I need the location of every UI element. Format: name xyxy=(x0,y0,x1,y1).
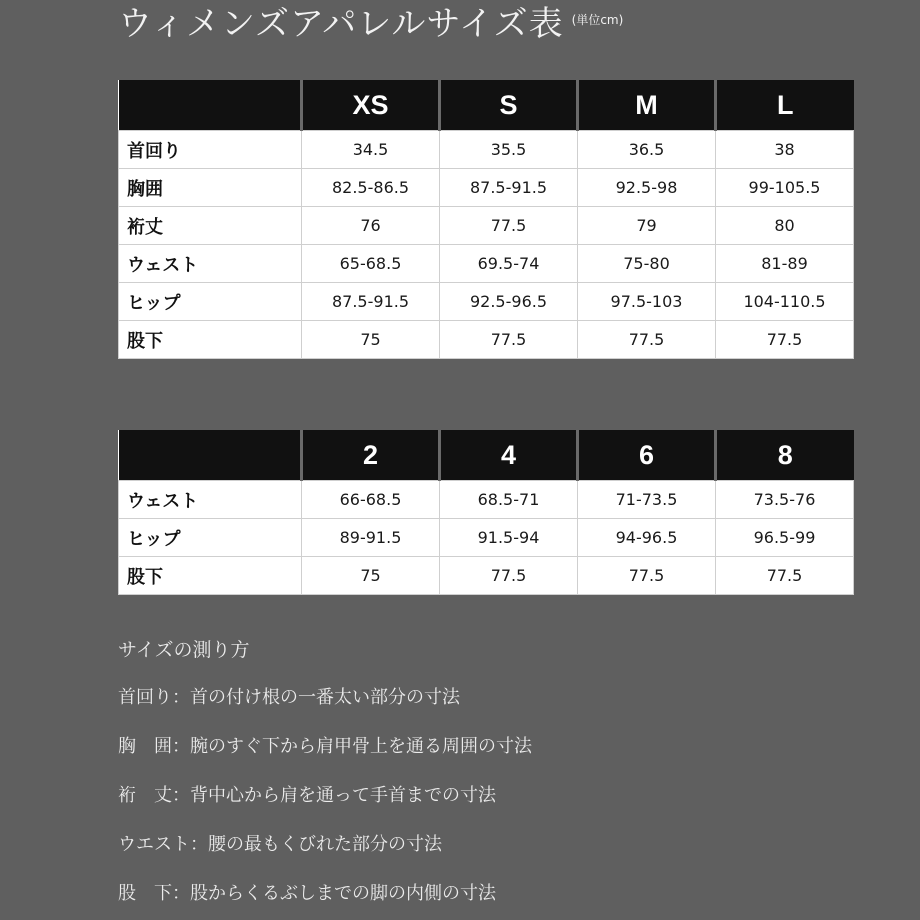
table-cell: 35.5 xyxy=(440,131,578,169)
table-row xyxy=(119,131,854,169)
guide-line-sleeve: 裄 丈：背中心から肩を通って手首までの寸法 xyxy=(118,785,496,806)
table-cell: 87.5-91.5 xyxy=(302,283,440,321)
row-label: ヒップ xyxy=(119,519,302,557)
row-label: ヒップ xyxy=(119,283,302,321)
guide-line-neck: 首回り：首の付け根の一番太い部分の寸法 xyxy=(118,687,460,708)
table-header-row xyxy=(119,80,854,131)
row-label: ウェスト xyxy=(119,245,302,283)
table-cell: 36.5 xyxy=(578,131,716,169)
table-cell: 71-73.5 xyxy=(578,481,716,519)
table-cell: 80 xyxy=(716,207,854,245)
row-label: 股下 xyxy=(119,557,302,595)
row-label: ウェスト xyxy=(119,481,302,519)
header-cell-m: M xyxy=(578,80,716,131)
guide-line-inseam: 股 下：股からくるぶしまでの脚の内側の寸法 xyxy=(118,883,496,904)
table-cell: 97.5-103 xyxy=(578,283,716,321)
table-cell: 91.5-94 xyxy=(440,519,578,557)
title-main: ウィメンズアパレルサイズ表 xyxy=(118,4,564,44)
table-cell: 77.5 xyxy=(578,557,716,595)
table-row xyxy=(119,481,854,519)
title-unit: (単位cm) xyxy=(571,13,624,27)
table-cell: 82.5-86.5 xyxy=(302,169,440,207)
table-cell: 73.5-76 xyxy=(716,481,854,519)
table-row xyxy=(119,283,854,321)
table-cell: 92.5-98 xyxy=(578,169,716,207)
row-label: 裄丈 xyxy=(119,207,302,245)
table-cell: 99-105.5 xyxy=(716,169,854,207)
table-cell: 77.5 xyxy=(440,321,578,359)
table-cell: 96.5-99 xyxy=(716,519,854,557)
guide-line-waist: ウエスト：腰の最もくびれた部分の寸法 xyxy=(118,834,442,855)
table-cell: 92.5-96.5 xyxy=(440,283,578,321)
table-cell: 94-96.5 xyxy=(578,519,716,557)
header-cell-4: 4 xyxy=(440,430,578,481)
header-cell-xs: XS xyxy=(302,80,440,131)
table-cell: 38 xyxy=(716,131,854,169)
table-row xyxy=(119,207,854,245)
table-cell: 66-68.5 xyxy=(302,481,440,519)
row-label: 首回り xyxy=(119,131,302,169)
table-cell: 104-110.5 xyxy=(716,283,854,321)
table-cell: 77.5 xyxy=(716,321,854,359)
table-cell: 89-91.5 xyxy=(302,519,440,557)
table-cell: 69.5-74 xyxy=(440,245,578,283)
table-cell: 65-68.5 xyxy=(302,245,440,283)
guide-title: サイズの測り方 xyxy=(118,639,250,661)
table-cell: 75-80 xyxy=(578,245,716,283)
table-cell: 77.5 xyxy=(578,321,716,359)
table-cell: 87.5-91.5 xyxy=(440,169,578,207)
header-cell-blank xyxy=(119,430,302,481)
header-cell-2: 2 xyxy=(302,430,440,481)
guide-line-chest: 胸 囲：腕のすぐ下から肩甲骨上を通る周囲の寸法 xyxy=(118,736,532,757)
table-cell: 81-89 xyxy=(716,245,854,283)
table-cell: 77.5 xyxy=(716,557,854,595)
table-cell: 75 xyxy=(302,557,440,595)
page-title xyxy=(118,0,623,45)
table-row xyxy=(119,245,854,283)
table-cell: 68.5-71 xyxy=(440,481,578,519)
table-cell: 76 xyxy=(302,207,440,245)
table-row xyxy=(119,557,854,595)
header-cell-6: 6 xyxy=(578,430,716,481)
table-cell: 79 xyxy=(578,207,716,245)
table-row xyxy=(119,519,854,557)
table-row xyxy=(119,169,854,207)
size-table-numeric xyxy=(118,430,854,595)
header-cell-blank xyxy=(119,80,302,131)
row-label: 胸囲 xyxy=(119,169,302,207)
table-row xyxy=(119,321,854,359)
table-cell: 34.5 xyxy=(302,131,440,169)
table-header-row xyxy=(119,430,854,481)
measurement-guide xyxy=(118,636,532,920)
header-cell-l: L xyxy=(716,80,854,131)
size-table-letter xyxy=(118,80,854,359)
row-label: 股下 xyxy=(119,321,302,359)
header-cell-s: S xyxy=(440,80,578,131)
header-cell-8: 8 xyxy=(716,430,854,481)
table-cell: 77.5 xyxy=(440,207,578,245)
table-cell: 75 xyxy=(302,321,440,359)
table-cell: 77.5 xyxy=(440,557,578,595)
